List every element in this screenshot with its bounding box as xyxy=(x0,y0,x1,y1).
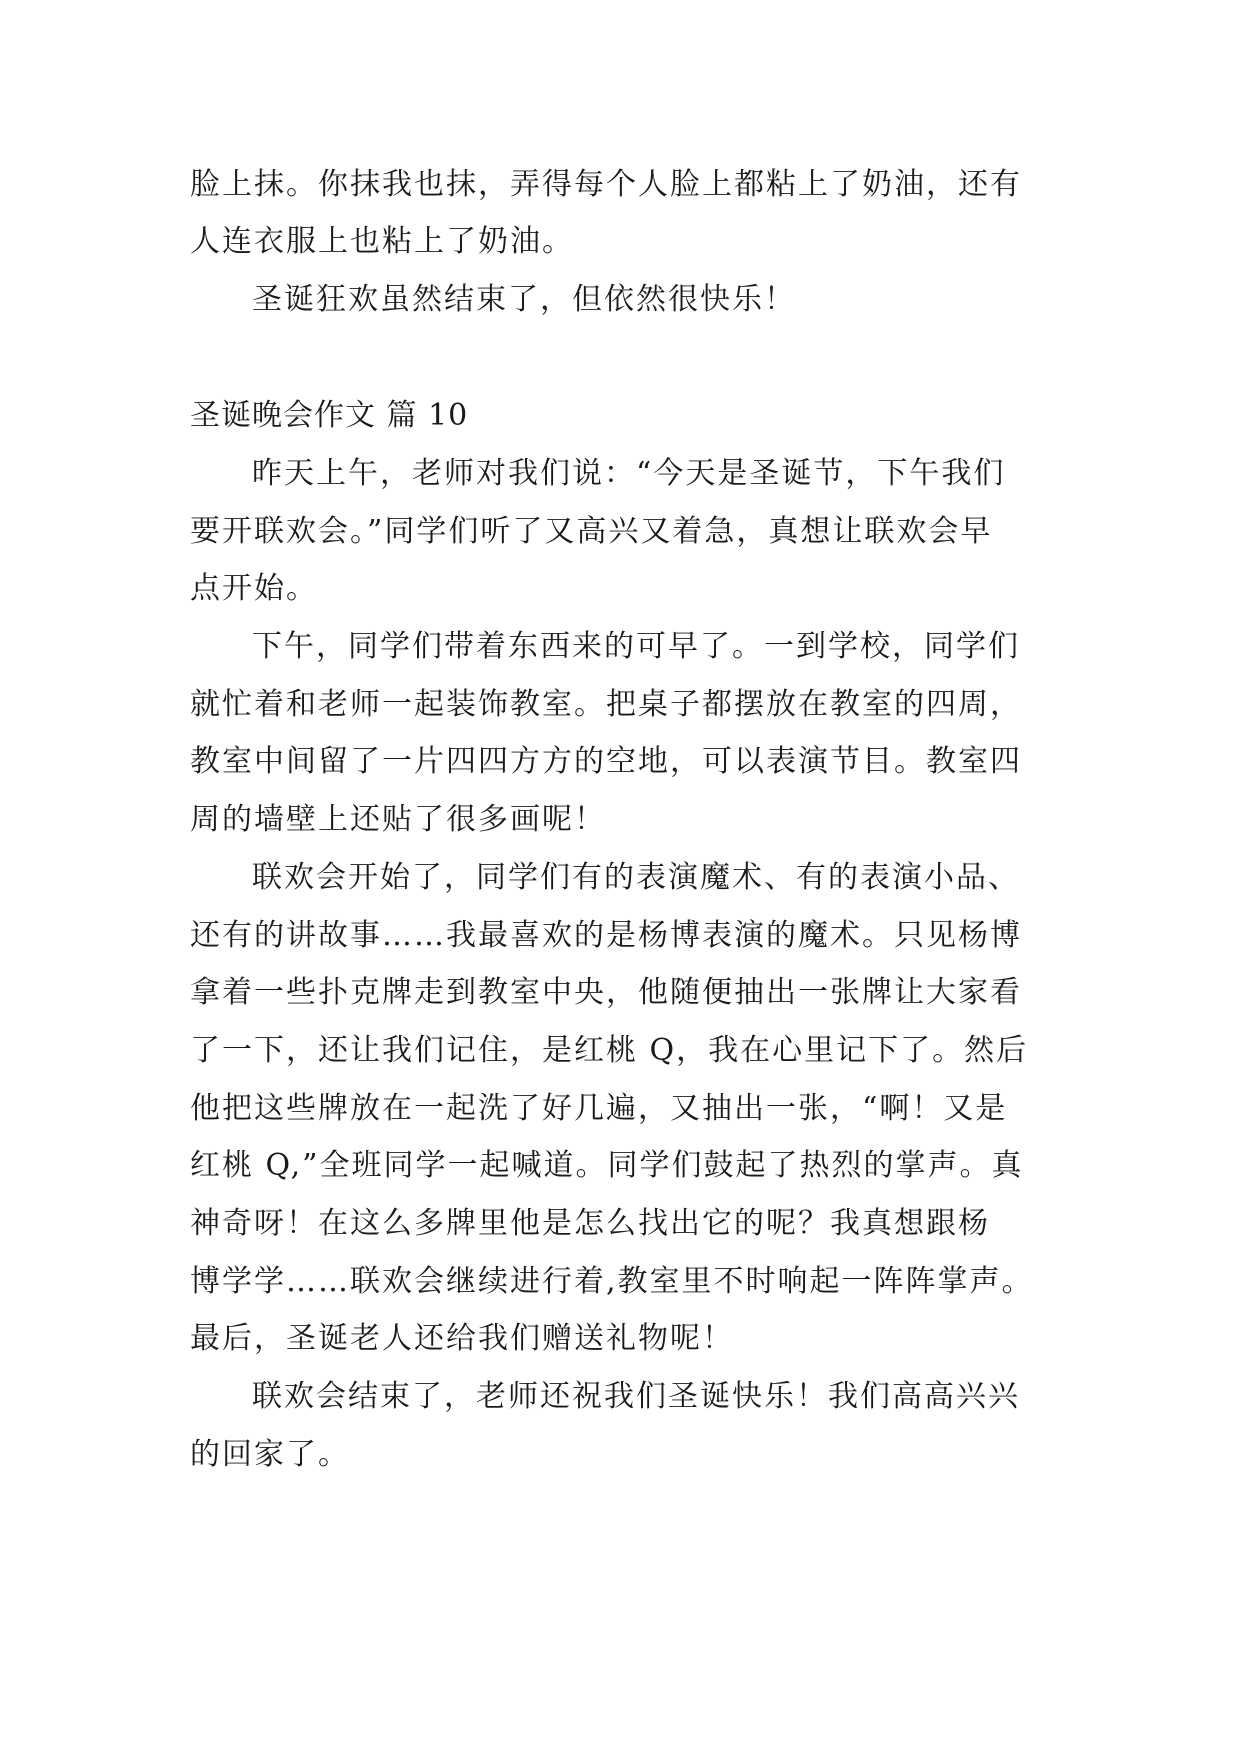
paragraph-line: 下午，同学们带着东西来的可早了。一到学校，同学们 xyxy=(252,629,1020,664)
paragraph-line: 博学学……联欢会继续进行着,教室里不时响起一阵阵掌声。 xyxy=(190,1264,1034,1299)
paragraph-line: 就忙着和老师一起装饰教室。把桌子都摆放在教室的四周， xyxy=(190,687,1022,722)
paragraph-line: 人连衣服上也粘上了奶油。 xyxy=(190,224,574,259)
paragraph-line: 还有的讲故事……我最喜欢的是杨博表演的魔术。只见杨博 xyxy=(190,918,1022,953)
paragraph-line: 他把这些牌放在一起洗了好几遍，又抽出一张，“啊！又是 xyxy=(190,1091,1008,1126)
paragraph-line: 的回家了。 xyxy=(190,1437,350,1472)
paragraph-line: 周的墙壁上还贴了很多画呢！ xyxy=(190,802,606,837)
paragraph-line: 最后，圣诞老人还给我们赠送礼物呢！ xyxy=(190,1321,734,1356)
section-title: 圣诞晚会作文 篇 10 xyxy=(190,398,469,433)
paragraph-line: 昨天上午，老师对我们说：“今天是圣诞节，下午我们 xyxy=(252,456,1006,491)
paragraph-line: 脸上抹。你抹我也抹，弄得每个人脸上都粘上了奶油，还有 xyxy=(190,167,1022,202)
paragraph-line: 教室中间留了一片四四方方的空地，可以表演节目。教室四 xyxy=(190,744,1022,779)
paragraph-line: 神奇呀！在这么多牌里他是怎么找出它的呢？我真想跟杨 xyxy=(190,1206,990,1241)
paragraph-line: 圣诞狂欢虽然结束了，但依然很快乐！ xyxy=(252,282,796,317)
paragraph-line: 要开联欢会。”同学们听了又高兴又着急，真想让联欢会早 xyxy=(190,514,993,549)
paragraph-line: 联欢会开始了，同学们有的表演魔术、有的表演小品、 xyxy=(252,860,1020,895)
paragraph-line: 红桃 Q,”全班同学一起喊道。同学们鼓起了热烈的掌声。真 xyxy=(190,1148,1024,1183)
paragraph-line: 联欢会结束了，老师还祝我们圣诞快乐！我们高高兴兴 xyxy=(252,1379,1020,1414)
paragraph-line: 拿着一些扑克牌走到教室中央，他随便抽出一张牌让大家看 xyxy=(190,975,1022,1010)
paragraph-line: 了一下，还让我们记住，是红桃 Q，我在心里记下了。然后 xyxy=(190,1033,1029,1068)
paragraph-line: 点开始。 xyxy=(190,571,318,606)
